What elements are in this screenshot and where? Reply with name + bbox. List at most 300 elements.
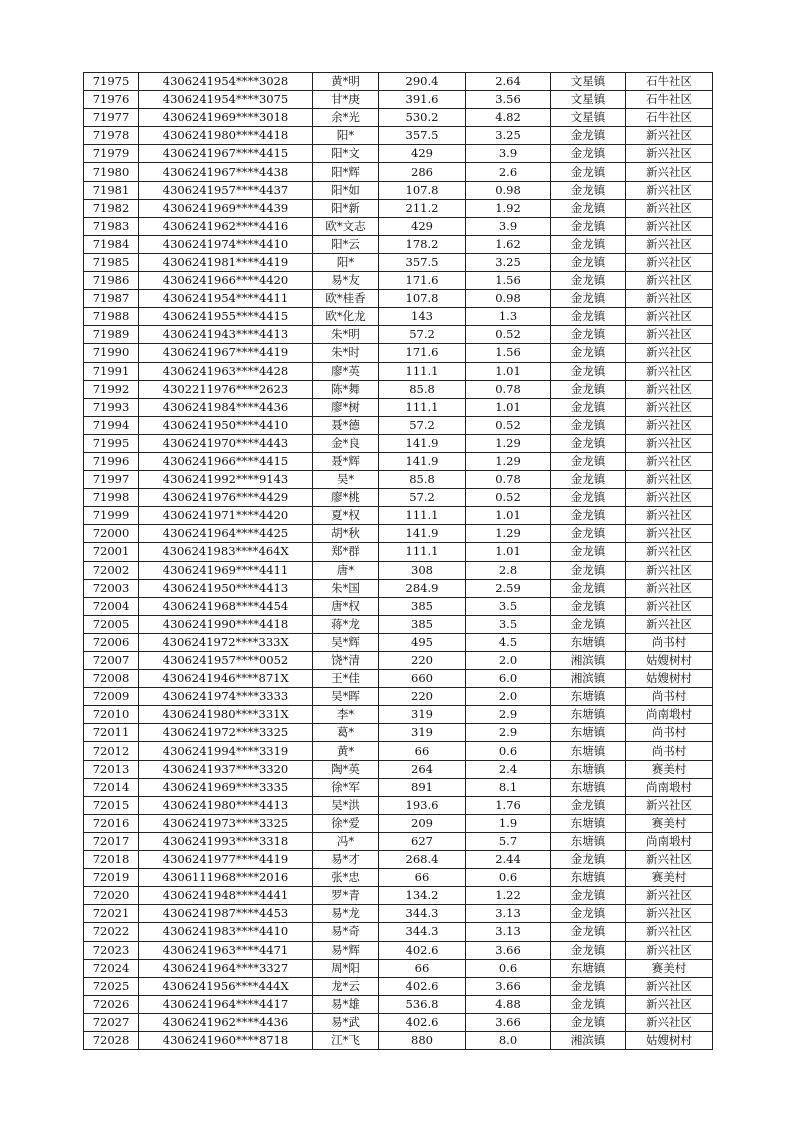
id-number-cell: 4306241967****4438 (139, 163, 313, 181)
village-cell: 新兴社区 (626, 796, 713, 814)
serial-number-cell: 72008 (84, 670, 139, 688)
table-row (84, 434, 713, 452)
name-cell: 胡*秋 (313, 525, 379, 543)
town-cell: 东塘镇 (551, 760, 626, 778)
village-cell: 新兴社区 (626, 199, 713, 217)
area-cell: 0.52 (466, 416, 551, 434)
area-cell: 5.7 (466, 832, 551, 850)
table-row (84, 814, 713, 832)
town-cell: 金龙镇 (551, 977, 626, 995)
table-row (84, 760, 713, 778)
serial-number-cell: 71994 (84, 416, 139, 434)
amount-cell: 85.8 (379, 380, 466, 398)
id-number-cell: 4306241983****4410 (139, 923, 313, 941)
name-cell: 易*才 (313, 851, 379, 869)
id-number-cell: 4306241957****0052 (139, 652, 313, 670)
area-cell: 2.8 (466, 561, 551, 579)
area-cell: 2.64 (466, 73, 551, 91)
area-cell: 3.5 (466, 597, 551, 615)
table-row (84, 832, 713, 850)
serial-number-cell: 72024 (84, 959, 139, 977)
id-number-cell: 4306241977****4419 (139, 851, 313, 869)
serial-number-cell: 71976 (84, 91, 139, 109)
serial-number-cell: 72018 (84, 851, 139, 869)
area-cell: 3.25 (466, 253, 551, 271)
amount-cell: 495 (379, 633, 466, 651)
name-cell: 聂*德 (313, 416, 379, 434)
town-cell: 东塘镇 (551, 742, 626, 760)
table-row (84, 543, 713, 561)
village-cell: 新兴社区 (626, 543, 713, 561)
table-row (84, 525, 713, 543)
table-row (84, 597, 713, 615)
id-number-cell: 4306241937****3320 (139, 760, 313, 778)
id-number-cell: 4306241964****4425 (139, 525, 313, 543)
id-number-cell: 4306241966****4415 (139, 452, 313, 470)
serial-number-cell: 71990 (84, 344, 139, 362)
town-cell: 金龙镇 (551, 163, 626, 181)
village-cell: 新兴社区 (626, 127, 713, 145)
table-row (84, 109, 713, 127)
serial-number-cell: 72019 (84, 869, 139, 887)
town-cell: 金龙镇 (551, 471, 626, 489)
village-cell: 新兴社区 (626, 887, 713, 905)
area-cell: 3.56 (466, 91, 551, 109)
town-cell: 东塘镇 (551, 633, 626, 651)
area-cell: 3.66 (466, 941, 551, 959)
serial-number-cell: 72014 (84, 778, 139, 796)
amount-cell: 286 (379, 163, 466, 181)
area-cell: 3.25 (466, 127, 551, 145)
table-row (84, 91, 713, 109)
town-cell: 东塘镇 (551, 724, 626, 742)
name-cell: 甘*庚 (313, 91, 379, 109)
village-cell: 新兴社区 (626, 163, 713, 181)
amount-cell: 66 (379, 959, 466, 977)
area-cell: 0.78 (466, 380, 551, 398)
serial-number-cell: 71989 (84, 326, 139, 344)
area-cell: 0.6 (466, 869, 551, 887)
name-cell: 徐*爱 (313, 814, 379, 832)
name-cell: 朱*时 (313, 344, 379, 362)
town-cell: 金龙镇 (551, 326, 626, 344)
name-cell: 张*忠 (313, 869, 379, 887)
town-cell: 金龙镇 (551, 380, 626, 398)
serial-number-cell: 72009 (84, 688, 139, 706)
village-cell: 新兴社区 (626, 905, 713, 923)
name-cell: 冯* (313, 832, 379, 850)
id-number-cell: 4306241964****4417 (139, 995, 313, 1013)
name-cell: 徐*军 (313, 778, 379, 796)
area-cell: 1.29 (466, 452, 551, 470)
area-cell: 3.13 (466, 923, 551, 941)
serial-number-cell: 71996 (84, 452, 139, 470)
name-cell: 朱*明 (313, 326, 379, 344)
village-cell: 尚书村 (626, 742, 713, 760)
town-cell: 湘滨镇 (551, 1031, 626, 1049)
town-cell: 金龙镇 (551, 308, 626, 326)
area-cell: 2.4 (466, 760, 551, 778)
amount-cell: 290.4 (379, 73, 466, 91)
name-cell: 易*武 (313, 1013, 379, 1031)
amount-cell: 220 (379, 652, 466, 670)
town-cell: 东塘镇 (551, 869, 626, 887)
village-cell: 新兴社区 (626, 507, 713, 525)
id-number-cell: 4306241957****4437 (139, 181, 313, 199)
id-number-cell: 4306241950****4413 (139, 579, 313, 597)
amount-cell: 141.9 (379, 434, 466, 452)
town-cell: 东塘镇 (551, 688, 626, 706)
name-cell: 欧*文志 (313, 217, 379, 235)
name-cell: 王*佳 (313, 670, 379, 688)
village-cell: 新兴社区 (626, 326, 713, 344)
id-number-cell: 4306241972****3325 (139, 724, 313, 742)
table-row (84, 923, 713, 941)
area-cell: 1.9 (466, 814, 551, 832)
name-cell: 欧*桂香 (313, 290, 379, 308)
name-cell: 易*友 (313, 272, 379, 290)
serial-number-cell: 72003 (84, 579, 139, 597)
amount-cell: 660 (379, 670, 466, 688)
serial-number-cell: 71982 (84, 199, 139, 217)
name-cell: 陶*英 (313, 760, 379, 778)
amount-cell: 57.2 (379, 489, 466, 507)
area-cell: 3.66 (466, 977, 551, 995)
table-row (84, 995, 713, 1013)
table-row (84, 941, 713, 959)
serial-number-cell: 72026 (84, 995, 139, 1013)
name-cell: 金*良 (313, 434, 379, 452)
village-cell: 新兴社区 (626, 290, 713, 308)
amount-cell: 530.2 (379, 109, 466, 127)
area-cell: 0.52 (466, 489, 551, 507)
name-cell: 罗*青 (313, 887, 379, 905)
id-number-cell: 4306241950****4410 (139, 416, 313, 434)
serial-number-cell: 72001 (84, 543, 139, 561)
table-row (84, 308, 713, 326)
amount-cell: 357.5 (379, 253, 466, 271)
town-cell: 东塘镇 (551, 814, 626, 832)
name-cell: 易*奇 (313, 923, 379, 941)
id-number-cell: 4306241969****4439 (139, 199, 313, 217)
serial-number-cell: 71983 (84, 217, 139, 235)
id-number-cell: 4306241948****4441 (139, 887, 313, 905)
id-number-cell: 4306241992****9143 (139, 471, 313, 489)
table-row (84, 688, 713, 706)
table-row (84, 181, 713, 199)
id-number-cell: 4306241974****4410 (139, 235, 313, 253)
area-cell: 0.6 (466, 959, 551, 977)
serial-number-cell: 71998 (84, 489, 139, 507)
amount-cell: 385 (379, 597, 466, 615)
amount-cell: 220 (379, 688, 466, 706)
name-cell: 阳*文 (313, 145, 379, 163)
table-row (84, 326, 713, 344)
id-number-cell: 4306241967****4419 (139, 344, 313, 362)
name-cell: 蒋*龙 (313, 615, 379, 633)
serial-number-cell: 72011 (84, 724, 139, 742)
village-cell: 新兴社区 (626, 977, 713, 995)
name-cell: 黄*明 (313, 73, 379, 91)
town-cell: 金龙镇 (551, 434, 626, 452)
amount-cell: 134.2 (379, 887, 466, 905)
table-row (84, 742, 713, 760)
name-cell: 易*辉 (313, 941, 379, 959)
name-cell: 龙*云 (313, 977, 379, 995)
table-row (84, 217, 713, 235)
id-number-cell: 4306241963****4428 (139, 362, 313, 380)
town-cell: 文星镇 (551, 73, 626, 91)
data-table (83, 72, 713, 1050)
town-cell: 金龙镇 (551, 272, 626, 290)
name-cell: 朱*国 (313, 579, 379, 597)
village-cell: 赛美村 (626, 869, 713, 887)
id-number-cell: 4302211976****2623 (139, 380, 313, 398)
name-cell: 唐*权 (313, 597, 379, 615)
id-number-cell: 4306241964****3327 (139, 959, 313, 977)
amount-cell: 171.6 (379, 272, 466, 290)
serial-number-cell: 72022 (84, 923, 139, 941)
village-cell: 尚南塅村 (626, 778, 713, 796)
amount-cell: 211.2 (379, 199, 466, 217)
table-row (84, 507, 713, 525)
serial-number-cell: 71980 (84, 163, 139, 181)
area-cell: 2.44 (466, 851, 551, 869)
id-number-cell: 4306241956****444X (139, 977, 313, 995)
area-cell: 0.98 (466, 290, 551, 308)
table-row (84, 398, 713, 416)
id-number-cell: 4306241967****4415 (139, 145, 313, 163)
village-cell: 新兴社区 (626, 272, 713, 290)
table-row (84, 471, 713, 489)
town-cell: 东塘镇 (551, 832, 626, 850)
table-row (84, 724, 713, 742)
amount-cell: 264 (379, 760, 466, 778)
town-cell: 金龙镇 (551, 398, 626, 416)
serial-number-cell: 71999 (84, 507, 139, 525)
village-cell: 新兴社区 (626, 145, 713, 163)
serial-number-cell: 72005 (84, 615, 139, 633)
village-cell: 新兴社区 (626, 416, 713, 434)
table-row (84, 796, 713, 814)
area-cell: 3.9 (466, 145, 551, 163)
village-cell: 新兴社区 (626, 597, 713, 615)
id-number-cell: 4306111968****2016 (139, 869, 313, 887)
amount-cell: 57.2 (379, 326, 466, 344)
name-cell: 吴*辉 (313, 633, 379, 651)
serial-number-cell: 71977 (84, 109, 139, 127)
area-cell: 2.59 (466, 579, 551, 597)
town-cell: 东塘镇 (551, 959, 626, 977)
amount-cell: 391.6 (379, 91, 466, 109)
area-cell: 1.29 (466, 525, 551, 543)
town-cell: 湘滨镇 (551, 652, 626, 670)
id-number-cell: 4306241970****4443 (139, 434, 313, 452)
name-cell: 吴* (313, 471, 379, 489)
serial-number-cell: 72004 (84, 597, 139, 615)
amount-cell: 85.8 (379, 471, 466, 489)
village-cell: 新兴社区 (626, 380, 713, 398)
area-cell: 1.92 (466, 199, 551, 217)
serial-number-cell: 72013 (84, 760, 139, 778)
village-cell: 新兴社区 (626, 398, 713, 416)
area-cell: 3.66 (466, 1013, 551, 1031)
area-cell: 4.5 (466, 633, 551, 651)
id-number-cell: 4306241954****3028 (139, 73, 313, 91)
table-row (84, 127, 713, 145)
town-cell: 金龙镇 (551, 344, 626, 362)
table-row (84, 1013, 713, 1031)
amount-cell: 344.3 (379, 905, 466, 923)
area-cell: 1.56 (466, 344, 551, 362)
id-number-cell: 4306241990****4418 (139, 615, 313, 633)
village-cell: 新兴社区 (626, 308, 713, 326)
village-cell: 尚书村 (626, 724, 713, 742)
id-number-cell: 4306241987****4453 (139, 905, 313, 923)
name-cell: 阳*如 (313, 181, 379, 199)
table-row (84, 670, 713, 688)
village-cell: 新兴社区 (626, 941, 713, 959)
serial-number-cell: 71978 (84, 127, 139, 145)
amount-cell: 357.5 (379, 127, 466, 145)
serial-number-cell: 71995 (84, 434, 139, 452)
town-cell: 东塘镇 (551, 706, 626, 724)
id-number-cell: 4306241981****4419 (139, 253, 313, 271)
serial-number-cell: 71975 (84, 73, 139, 91)
area-cell: 8.1 (466, 778, 551, 796)
village-cell: 新兴社区 (626, 253, 713, 271)
village-cell: 新兴社区 (626, 995, 713, 1013)
amount-cell: 319 (379, 706, 466, 724)
serial-number-cell: 71981 (84, 181, 139, 199)
town-cell: 金龙镇 (551, 145, 626, 163)
name-cell: 阳*辉 (313, 163, 379, 181)
serial-number-cell: 72023 (84, 941, 139, 959)
area-cell: 1.01 (466, 507, 551, 525)
area-cell: 1.01 (466, 543, 551, 561)
serial-number-cell: 72028 (84, 1031, 139, 1049)
village-cell: 新兴社区 (626, 362, 713, 380)
serial-number-cell: 72020 (84, 887, 139, 905)
town-cell: 金龙镇 (551, 489, 626, 507)
amount-cell: 308 (379, 561, 466, 579)
amount-cell: 141.9 (379, 452, 466, 470)
name-cell: 吴*晖 (313, 688, 379, 706)
town-cell: 金龙镇 (551, 597, 626, 615)
table-row (84, 272, 713, 290)
area-cell: 4.88 (466, 995, 551, 1013)
id-number-cell: 4306241966****4420 (139, 272, 313, 290)
village-cell: 新兴社区 (626, 615, 713, 633)
town-cell: 金龙镇 (551, 416, 626, 434)
town-cell: 文星镇 (551, 91, 626, 109)
village-cell: 石牛社区 (626, 73, 713, 91)
table-row (84, 145, 713, 163)
area-cell: 0.52 (466, 326, 551, 344)
id-number-cell: 4306241969****3335 (139, 778, 313, 796)
amount-cell: 141.9 (379, 525, 466, 543)
village-cell: 新兴社区 (626, 525, 713, 543)
id-number-cell: 4306241954****4411 (139, 290, 313, 308)
village-cell: 新兴社区 (626, 344, 713, 362)
name-cell: 郑*群 (313, 543, 379, 561)
town-cell: 金龙镇 (551, 525, 626, 543)
town-cell: 金龙镇 (551, 887, 626, 905)
amount-cell: 111.1 (379, 543, 466, 561)
town-cell: 金龙镇 (551, 127, 626, 145)
id-number-cell: 4306241974****3333 (139, 688, 313, 706)
village-cell: 赛美村 (626, 760, 713, 778)
village-cell: 新兴社区 (626, 181, 713, 199)
table-row (84, 290, 713, 308)
amount-cell: 178.2 (379, 235, 466, 253)
town-cell: 金龙镇 (551, 923, 626, 941)
table-row (84, 579, 713, 597)
amount-cell: 107.8 (379, 290, 466, 308)
id-number-cell: 4306241962****4436 (139, 1013, 313, 1031)
village-cell: 尚南塅村 (626, 832, 713, 850)
area-cell: 2.9 (466, 706, 551, 724)
serial-number-cell: 72017 (84, 832, 139, 850)
area-cell: 2.0 (466, 688, 551, 706)
town-cell: 金龙镇 (551, 941, 626, 959)
table-row (84, 633, 713, 651)
name-cell: 阳*云 (313, 235, 379, 253)
serial-number-cell: 72025 (84, 977, 139, 995)
serial-number-cell: 72027 (84, 1013, 139, 1031)
town-cell: 金龙镇 (551, 290, 626, 308)
name-cell: 吴*洪 (313, 796, 379, 814)
amount-cell: 536.8 (379, 995, 466, 1013)
town-cell: 金龙镇 (551, 615, 626, 633)
amount-cell: 111.1 (379, 507, 466, 525)
name-cell: 葛* (313, 724, 379, 742)
id-number-cell: 4306241963****4471 (139, 941, 313, 959)
town-cell: 金龙镇 (551, 995, 626, 1013)
name-cell: 李* (313, 706, 379, 724)
amount-cell: 193.6 (379, 796, 466, 814)
village-cell: 新兴社区 (626, 1013, 713, 1031)
area-cell: 1.76 (466, 796, 551, 814)
amount-cell: 319 (379, 724, 466, 742)
table-body (84, 73, 713, 1050)
id-number-cell: 4306241972****333X (139, 633, 313, 651)
amount-cell: 143 (379, 308, 466, 326)
area-cell: 2.0 (466, 652, 551, 670)
serial-number-cell: 71979 (84, 145, 139, 163)
table-row (84, 959, 713, 977)
table-row (84, 778, 713, 796)
village-cell: 尚南塅村 (626, 706, 713, 724)
area-cell: 0.78 (466, 471, 551, 489)
table-row (84, 851, 713, 869)
table-row (84, 452, 713, 470)
town-cell: 金龙镇 (551, 543, 626, 561)
amount-cell: 627 (379, 832, 466, 850)
serial-number-cell: 71997 (84, 471, 139, 489)
table-row (84, 163, 713, 181)
name-cell: 周*阳 (313, 959, 379, 977)
table-row (84, 615, 713, 633)
village-cell: 尚书村 (626, 688, 713, 706)
table-row (84, 977, 713, 995)
town-cell: 金龙镇 (551, 905, 626, 923)
serial-number-cell: 72012 (84, 742, 139, 760)
table-row (84, 416, 713, 434)
village-cell: 新兴社区 (626, 923, 713, 941)
id-number-cell: 4306241980****331X (139, 706, 313, 724)
village-cell: 赛美村 (626, 814, 713, 832)
